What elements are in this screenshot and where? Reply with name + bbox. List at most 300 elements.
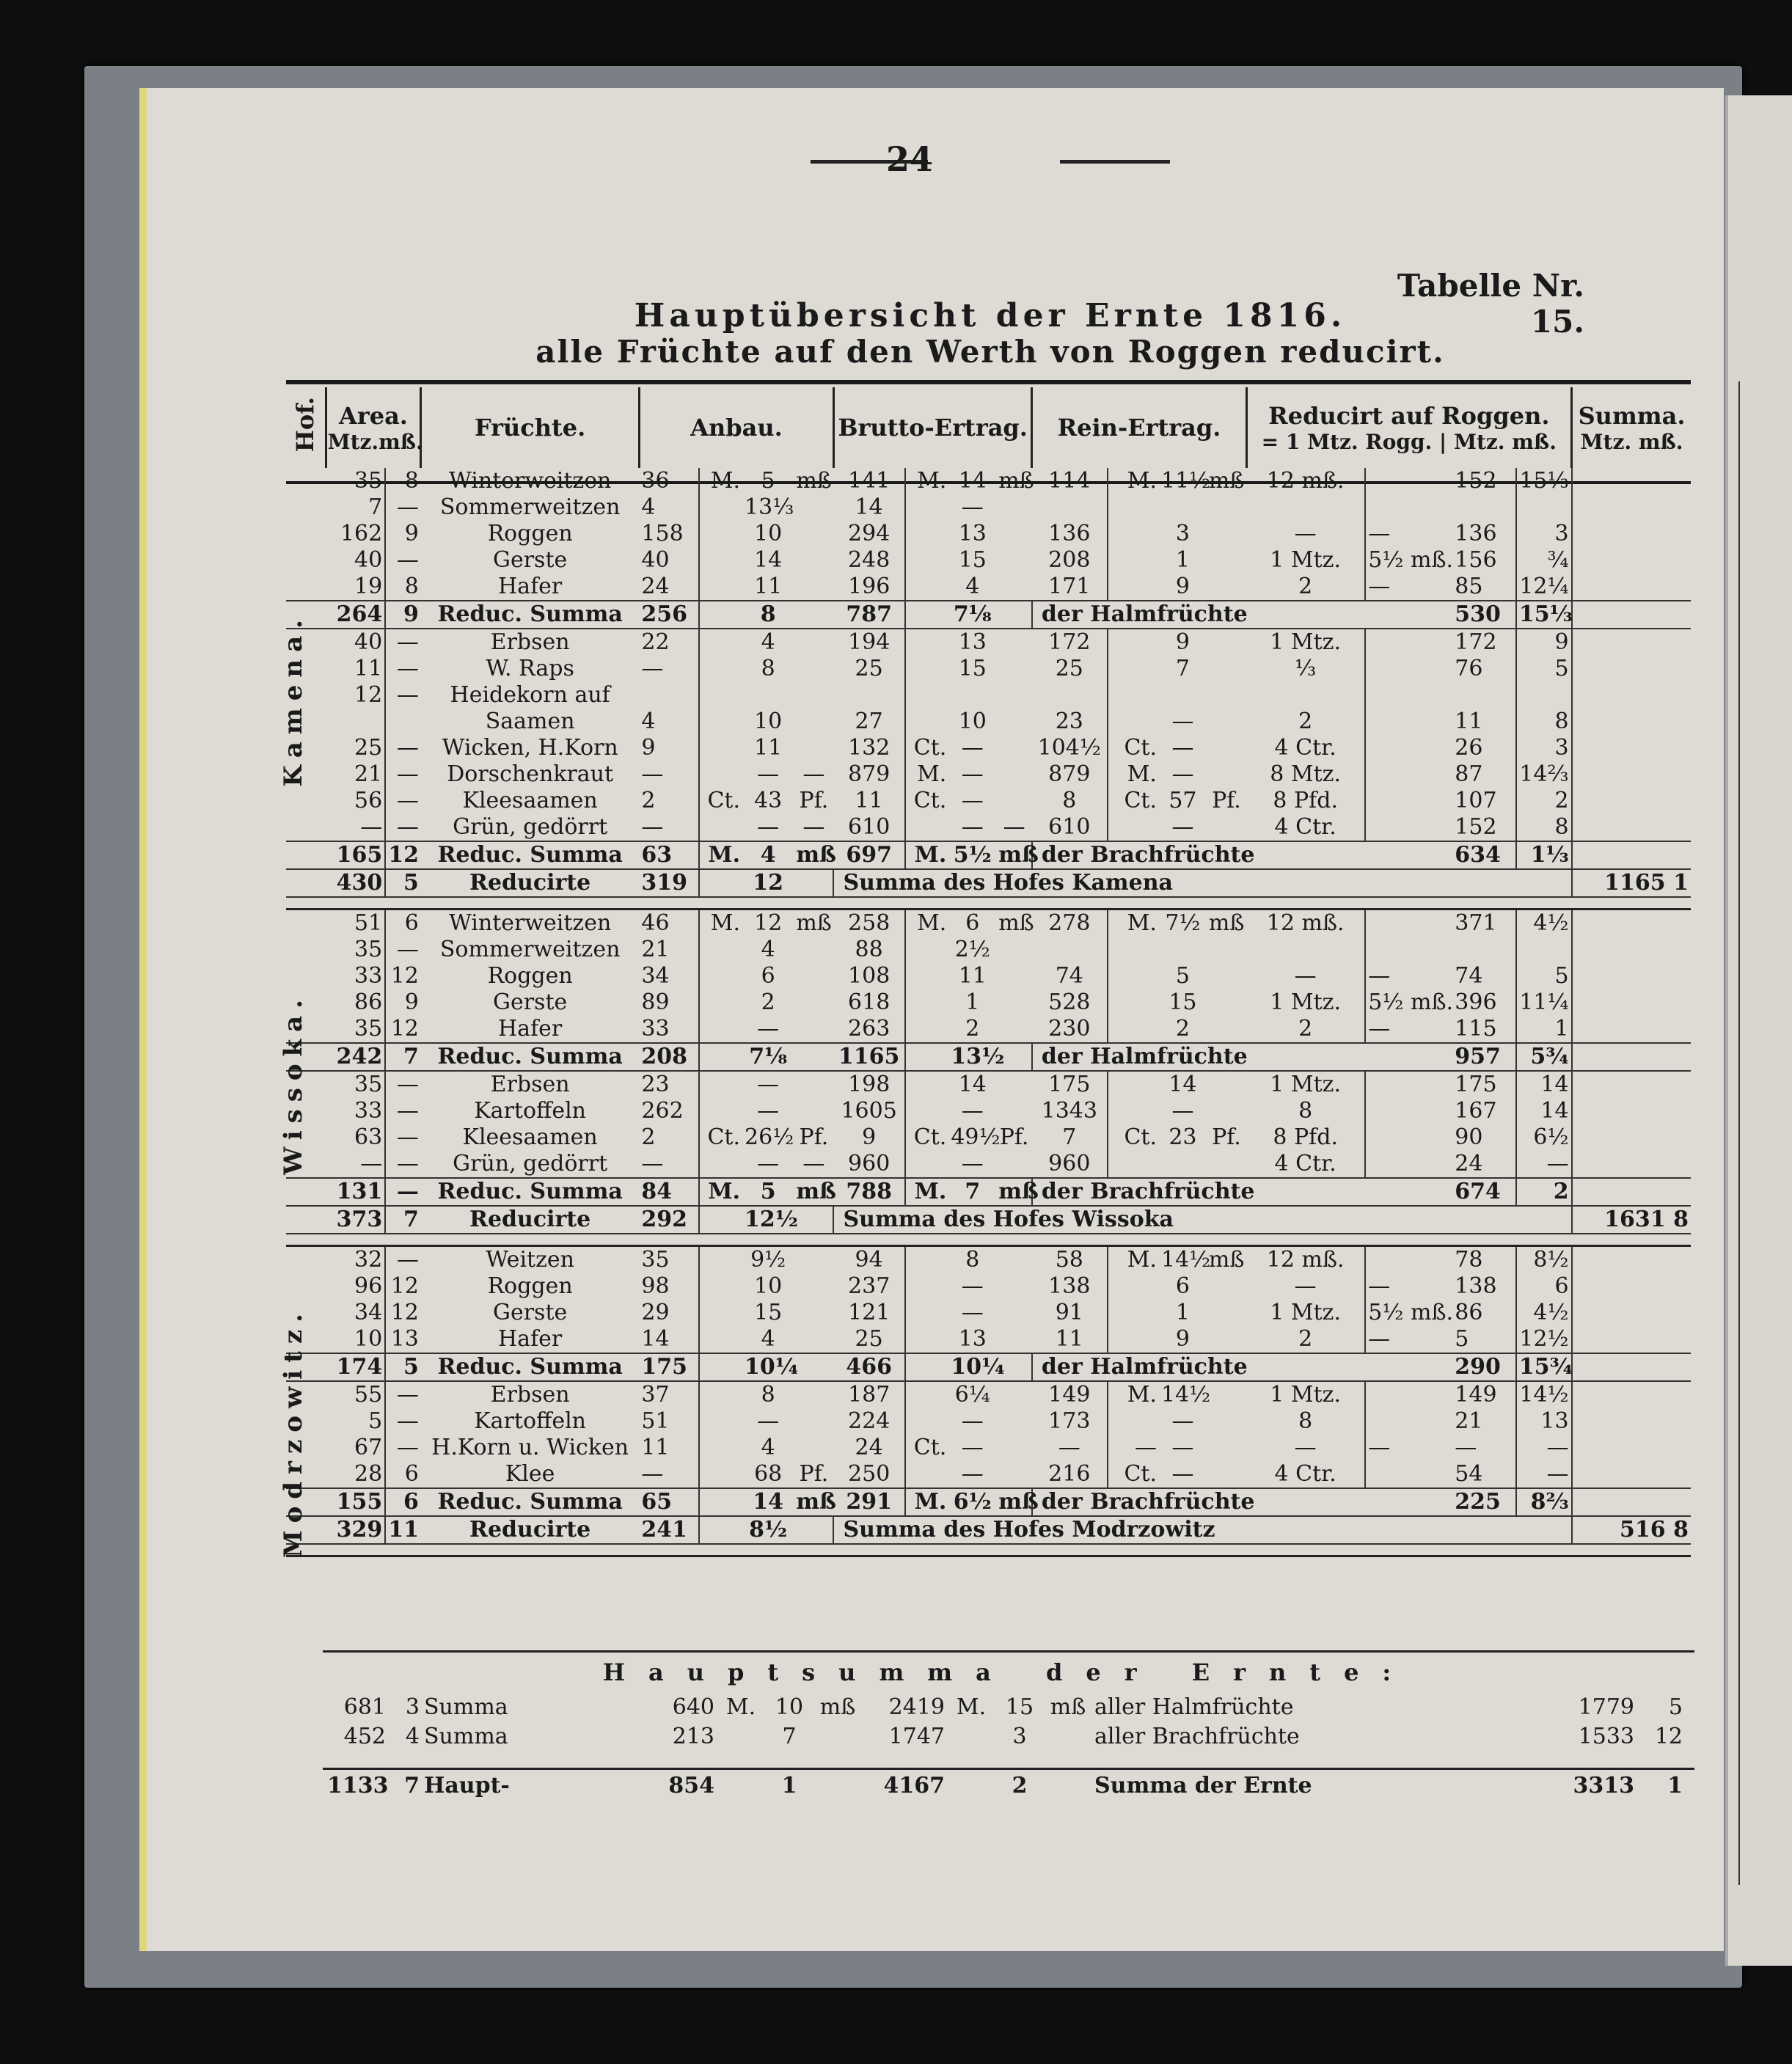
table-cell: 28 [354,1461,383,1487]
table-cell [996,1408,1032,1435]
table-cell: 40 [354,547,383,573]
table-cell: 9 [1175,629,1190,655]
table-cell: Ct. [905,788,949,814]
table-cell: 15 [958,547,987,573]
table-cell [1365,1124,1452,1151]
table-cell: — [385,629,421,656]
farm-separator [286,1544,1691,1556]
table-cell [794,521,833,547]
table-cell [996,629,1032,656]
table-cell [794,1353,833,1381]
table-cell [1108,1071,1159,1098]
table-cell: 131 [326,1178,385,1206]
table-cell [905,963,949,989]
table-cell: — [1171,1098,1194,1124]
table-cell: 136 [1048,521,1091,546]
table-cell: 15⅓ [1516,468,1572,494]
table-cell: 172 [1048,629,1091,655]
table-row [286,963,1691,989]
table-cell: Gerste [493,547,568,573]
header-rein: Rein-Ertrag. [1032,387,1246,468]
table-cell: 11 [958,963,987,989]
table-cell [996,1461,1032,1488]
table-cell: — [961,814,984,840]
table-cell: Heidekorn auf [450,682,610,708]
table-cell: 91 [1055,1300,1083,1325]
table-cell: — [961,1435,984,1460]
table-cell [1365,1098,1452,1124]
table-cell: mß [794,841,833,869]
table-cell [639,682,698,709]
farm-name: Modrzowitz. [279,1306,308,1559]
table-cell: 6 [385,1461,421,1488]
table-cell [1365,761,1452,788]
table-cell: — [360,814,383,840]
table-cell: 4 Ctr. [1274,1461,1336,1487]
table-cell: 12½ [742,1206,794,1234]
table-cell [794,1071,833,1098]
table-cell: 291 [833,1488,904,1516]
table-cell: Reduc. Summa [421,1178,640,1206]
table-cell: mß [1208,910,1245,936]
grand-brutto: 2419 [888,1694,945,1720]
table-cell [1365,910,1452,937]
header-summa: Summa. Mtz. mß. [1578,401,1686,454]
table-cell: 8 [385,468,421,494]
table-cell: 37 [641,1382,670,1408]
table-row [286,1206,1691,1234]
table-cell [699,574,743,601]
table-cell: Roggen [487,521,573,546]
table-cell: 787 [833,601,904,629]
table-row [286,1488,1691,1516]
table-cell: — [802,761,825,787]
table-cell: — [757,1016,780,1042]
table-cell: 5 [761,468,775,494]
grand-u1 [714,1773,763,1798]
table-cell: M. [905,1488,949,1516]
table-cell [1207,1273,1246,1300]
table-row [286,656,1691,682]
table-cell: M. [1108,910,1159,937]
table-cell [699,1300,743,1326]
table-cell: 86 [354,989,383,1015]
table-cell: der Halmfrüchte [1032,601,1452,629]
table-cell: 12 [385,841,421,869]
table-cell: — [1294,521,1317,546]
table-cell [905,1151,949,1178]
table-cell [699,494,743,521]
farm-total-cell [1572,1435,1691,1461]
table-cell [794,682,833,709]
table-cell: 4½ [1516,1300,1572,1326]
farm-total-cell [1572,910,1691,937]
grand-total-row [323,1768,1694,1798]
grand-sum: 1779 [1578,1694,1634,1720]
table-cell: Reducirte [421,1516,640,1544]
table-cell: 12 [385,1300,421,1326]
table-cell: — [385,1246,421,1274]
table-cell: 9 [641,735,656,761]
table-cell: 8 [965,1247,980,1273]
table-row [286,1353,1691,1381]
farm-total-cell [1572,761,1691,788]
table-cell: 1⅓ [1516,841,1572,869]
table-cell [1032,937,1108,963]
table-cell: 2 [1175,1016,1190,1042]
table-cell [996,937,1032,963]
table-cell: 175 [1048,1072,1091,1097]
table-cell: Reduc. Summa [421,601,640,629]
table-cell [699,682,743,709]
table-number: Tabelle Nr. 15. [1397,268,1584,340]
table-cell: — [1294,963,1317,989]
table-cell: 11 [754,735,783,761]
table-cell [996,761,1032,788]
table-cell: 13 [958,629,987,655]
table-cell: 1 Mtz. [1270,1072,1342,1097]
table-cell: 9 [385,601,421,629]
table-row [286,1516,1691,1544]
table-cell [1108,547,1159,574]
table-cell: 35 [354,1016,383,1042]
table-cell [1108,963,1159,989]
table-cell: 24 [855,1435,883,1460]
table-cell: 22 [641,629,670,655]
table-cell: Grün, gedörrt [453,814,608,840]
farm-column-cell [286,937,326,963]
table-cell: 216 [1048,1461,1091,1487]
grand-u4 [1042,1724,1090,1749]
table-cell: — [385,1178,421,1206]
table-cell: 74 [1455,963,1483,989]
table-cell: M. [905,761,949,788]
table-cell: 13 [385,1326,421,1353]
page-number: 24 [885,139,933,179]
table-cell [1207,1300,1246,1326]
table-cell [699,963,743,989]
table-cell [905,1098,949,1124]
table-cell: ¾ [1516,547,1572,574]
farm-separator [286,1234,1691,1246]
table-cell: 85 [1455,574,1483,599]
table-cell: mß [1208,1247,1245,1273]
table-cell: 10 [754,709,783,734]
table-cell: 294 [848,521,890,546]
farm-total-cell [1572,709,1691,735]
table-row [286,574,1691,601]
table-cell [905,1273,949,1300]
table-cell: der Brachfrüchte [1032,1488,1452,1516]
table-cell: — [1365,1273,1452,1300]
table-cell: 57 [1169,788,1197,813]
table-cell [794,1273,833,1300]
table-row [286,468,1691,494]
table-cell: 6 [1175,1273,1190,1299]
table-row [286,1098,1691,1124]
table-cell: 6 [385,1488,421,1516]
table-cell: 34 [641,963,670,989]
table-cell: 1 [965,989,980,1015]
table-cell: 67 [354,1435,383,1460]
table-cell: 25 [354,735,383,761]
top-rule [286,380,1691,384]
grand-u2 [811,1724,860,1749]
table-cell [1516,682,1572,709]
table-cell [699,1206,743,1234]
grand-u3 [945,1724,993,1749]
table-cell: Grün, gedörrt [453,1151,608,1176]
table-cell: 7 [385,1043,421,1071]
farm-total-cell [1572,989,1691,1016]
grand-label: Summa [424,1724,508,1749]
table-cell [905,574,949,601]
grand-brutto: 1747 [888,1724,945,1749]
header-fruechte: Früchte. [421,387,640,468]
table-cell [1108,656,1159,682]
farm-total-cell [1572,547,1691,574]
farm-column-cell [286,574,326,601]
table-cell [699,869,743,897]
table-cell [794,963,833,989]
table-cell [996,788,1032,814]
table-cell: 89 [641,989,670,1015]
table-cell: Roggen [487,963,573,989]
table-cell [905,989,949,1016]
table-cell [1452,494,1516,521]
farm-name: Kamena. [279,612,308,787]
table-cell: — [1058,1435,1080,1460]
table-cell [1207,521,1246,547]
table-cell [1207,989,1246,1016]
table-cell [794,989,833,1016]
table-cell: 879 [848,761,890,787]
table-cell: 14 [754,547,783,573]
table-row [286,910,1691,937]
table-cell: 14½ [1160,1247,1211,1273]
grand-sum2: 5 [1668,1694,1683,1720]
table-cell: 15¾ [1516,1353,1572,1381]
table-cell: 1 [1175,1300,1190,1325]
table-cell: Pf. [1212,788,1241,813]
table-cell [905,1246,949,1274]
table-cell: Erbsen [490,1072,570,1097]
table-cell: 250 [848,1461,890,1487]
table-cell [699,1381,743,1408]
table-cell [1452,682,1516,709]
table-cell: 156 [1455,547,1497,573]
table-cell: 11 [641,1435,670,1460]
table-cell [905,814,949,841]
table-cell: 2½ [954,937,990,962]
table-cell: 319 [639,869,698,897]
table-row [286,521,1691,547]
farm-name: Wissoka. [279,992,308,1175]
table-cell: 136 [1455,521,1497,546]
table-cell: — [1365,1435,1452,1461]
table-cell: 108 [848,963,890,989]
table-cell: 13 [1516,1408,1572,1435]
grand-u2 [811,1773,860,1798]
table-cell: mß [998,468,1034,494]
table-cell: Hafer [498,574,563,599]
table-cell: 55 [354,1382,383,1408]
table-cell: der Brachfrüchte [1032,1178,1452,1206]
table-cell: 63 [639,841,698,869]
table-cell: 5½ mß. [1365,1300,1452,1326]
table-cell: 7⅛ [742,1043,794,1071]
table-cell: Ct. [1108,735,1159,761]
table-body [286,468,1691,1556]
farm-total-cell [1572,1043,1691,1071]
table-cell: Pf. [999,1124,1029,1150]
table-cell: Kartoffeln [474,1408,587,1434]
table-cell [1207,1435,1246,1461]
grand-u1 [714,1724,763,1749]
table-cell: — [385,1435,421,1461]
table-cell [905,1408,949,1435]
table-cell [996,735,1032,761]
table-cell: M. [1108,1246,1159,1274]
farm-column-cell [286,869,326,897]
table-cell [699,709,743,735]
table-cell: Saamen [485,709,575,734]
table-cell [1365,709,1452,735]
farm-total-cell [1572,814,1691,841]
table-cell: 11 [855,788,883,813]
table-cell: — [385,656,421,682]
table-cell [996,989,1032,1016]
table-cell [699,1353,743,1381]
farm-column-cell [286,963,326,989]
farm-total-cell [1572,494,1691,521]
grand-mss: 7 [404,1773,420,1798]
table-cell [1207,735,1246,761]
table-cell: 4 Ctr. [1274,814,1336,840]
table-cell [996,1300,1032,1326]
table-cell: 9 [1175,574,1190,599]
farm-total-cell [1572,1353,1691,1381]
grand-b2: 3 [1012,1724,1027,1749]
table-cell: Kleesaamen [462,1124,598,1150]
table-cell: Sommerweitzen [439,937,621,962]
table-cell: Roggen [487,1273,573,1299]
farm-column-cell [286,1246,326,1274]
table-cell: 12 mß. [1266,468,1345,494]
table-cell: 5¾ [1516,1043,1572,1071]
table-cell: 9½ [750,1247,786,1273]
farm-total-cell: 1165 1 [1572,869,1691,897]
table-cell: 7 [385,1206,421,1234]
table-cell [905,494,949,521]
table-cell: — [1294,1273,1317,1299]
table-cell [996,682,1032,709]
table-cell [905,1461,949,1488]
table-cell: 8 Pfd. [1273,788,1338,813]
table-cell [833,682,904,709]
table-cell: 32 [354,1247,383,1273]
table-cell: Reduc. Summa [421,1043,640,1071]
table-cell: 12¼ [1516,574,1572,601]
table-cell [996,1326,1032,1353]
table-cell [1246,937,1365,963]
table-cell: — [802,1151,825,1176]
table-cell: 7 [1062,1124,1077,1150]
table-cell: mß [794,1488,833,1516]
table-cell: Weitzen [486,1247,574,1273]
table-cell: 224 [848,1408,890,1434]
grand-a2: 7 [782,1724,797,1749]
table-cell: 158 [641,521,684,546]
table-cell [699,1461,743,1488]
table-row [286,601,1691,629]
table-cell: Klee [505,1461,555,1487]
table-cell [1207,629,1246,656]
table-cell: 5 [1516,656,1572,682]
table-cell: — [1365,1016,1452,1043]
table-cell: 56 [354,788,383,813]
table-cell: — [385,547,421,574]
table-cell: — [1171,1435,1194,1460]
table-cell: 149 [1455,1382,1497,1408]
table-cell [1365,1071,1452,1098]
table-cell: 25 [855,1326,883,1352]
table-cell: 2 [761,989,775,1015]
table-cell: 430 [326,869,385,897]
table-cell: Reduc. Summa [421,841,640,869]
table-cell: 3 [1175,521,1190,546]
table-cell: 1 Mtz. [1270,1382,1342,1408]
table-cell [794,1381,833,1408]
table-cell [1207,1326,1246,1353]
table-cell [1207,1151,1246,1178]
table-cell [996,1071,1032,1098]
table-cell: — [641,761,664,787]
table-cell: 208 [1048,547,1091,573]
table-cell: 2 [965,1016,980,1042]
table-cell: 96 [354,1273,383,1299]
table-cell: M. [1108,468,1159,494]
table-cell [1246,682,1365,709]
table-cell [996,963,1032,989]
table-cell: Summa des Hofes Kamena [833,869,1571,897]
table-cell: — [385,761,421,788]
table-cell [794,1246,833,1274]
table-cell: 173 [1048,1408,1091,1434]
table-cell: M. [699,1178,743,1206]
table-cell [1207,761,1246,788]
table-cell [699,1488,743,1516]
grand-desc: aller Brachfrüchte [1094,1724,1300,1749]
table-cell: 13 [958,1326,987,1352]
table-cell: — [1516,1435,1572,1461]
table-cell: 634 [1452,841,1516,869]
table-cell: 10 [754,521,783,546]
table-cell: — [385,788,421,814]
table-cell: mß [996,841,1032,869]
table-cell: 10¼ [948,1353,996,1381]
header-area: Area. Mtz.mß. [326,387,421,468]
table-cell: 7 [948,1178,996,1206]
table-cell [1207,1461,1246,1488]
table-cell [996,601,1032,629]
table-cell [1159,1151,1207,1178]
table-cell: 4 [641,709,656,734]
table-cell: — [961,1098,984,1124]
table-cell: 7 [368,494,383,520]
table-cell: 12 mß. [1266,1247,1345,1273]
table-cell [699,989,743,1016]
